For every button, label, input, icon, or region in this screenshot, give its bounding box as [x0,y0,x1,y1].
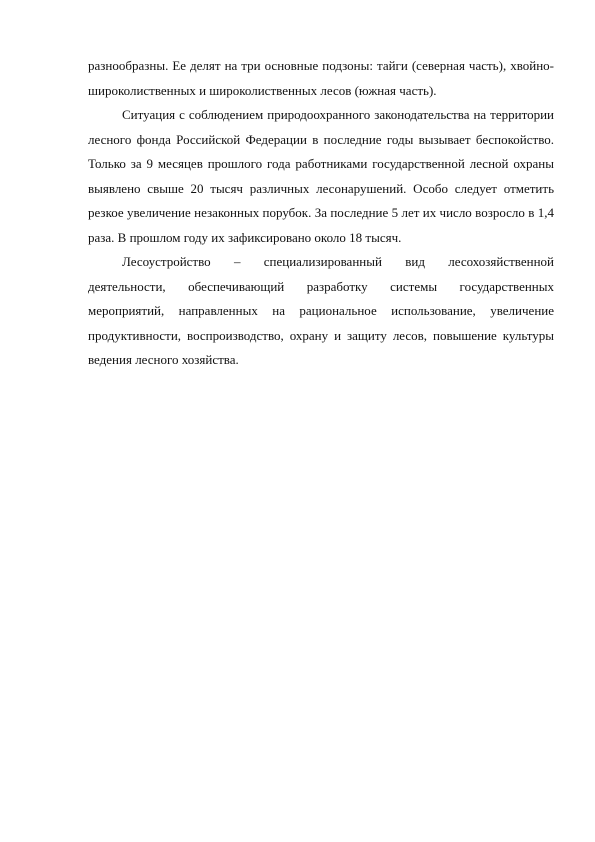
document-body [88,54,554,373]
paragraph-forest-law: Ситуация с соблюдением природоохранного законодательства на территории лесного фонда Российской Федерации в последние годы вызывает беспокойство. Только за 9 месяцев прошлого года работниками государственной лесной охраны выявлено свыше 20 тысяч различных лесонарушений. Особо следует отметить резкое увеличение незаконных порубок. За последние 5 лет их число возросло в 1,4 раза. В прошлом году их зафиксировано около 18 тысяч. [88,107,554,245]
paragraph-continuation: разнообразны. Ее делят на три основные подзоны: тайги (северная часть), хвойно-широколиственных и широколиственных лесов (южная часть). [88,58,554,98]
paragraph-forest-management: Лесоустройство – специализированный вид лесохозяйственной деятельности, обеспечивающий разработку системы государственных мероприятий, направленных на рациональное использование, увеличение продуктивности, воспроизводство, охрану и защиту лесов, повышение культуры ведения лесного хозяйства. [88,254,554,367]
